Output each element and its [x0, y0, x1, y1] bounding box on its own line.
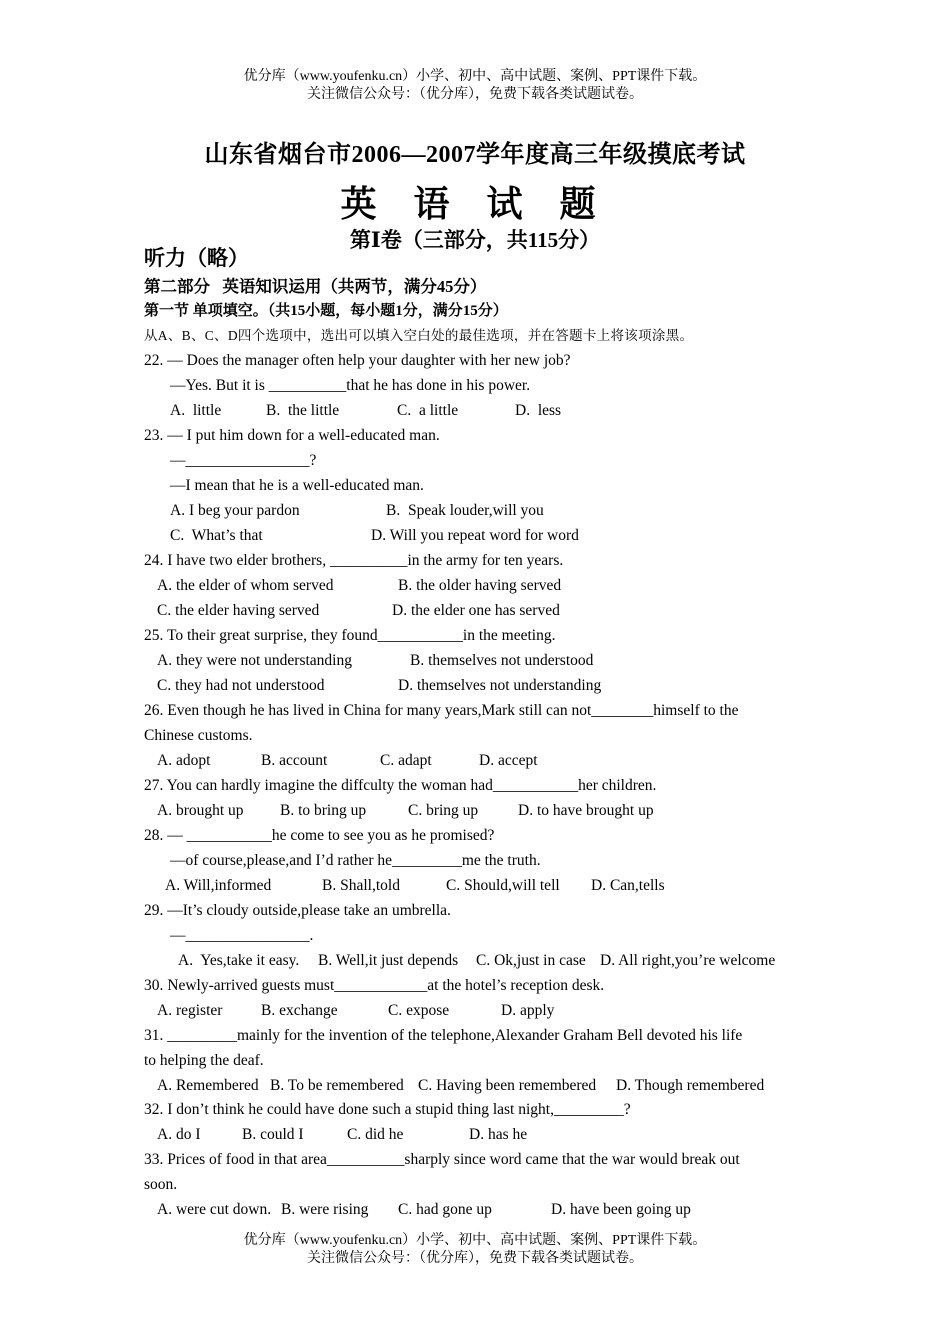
q33-option-d: D. have been going up	[551, 1201, 691, 1218]
q28-option-d: D. Can,tells	[591, 877, 665, 894]
listening-heading: 听力（略）	[144, 246, 249, 270]
q24-option-b: B. the older having served	[398, 577, 562, 594]
site-header-line1: 优分库（www.youfenku.cn）小学、初中、高中试题、案例、PPT课件下载。	[243, 69, 707, 84]
q31-option-a: A. Remembered	[157, 1077, 259, 1094]
q23-stem: 23. — I put him down for a well-educated man.	[144, 427, 440, 444]
q33-stem: 33. Prices of food in that area__________sharply since word came that the war would break out	[144, 1151, 740, 1168]
q22-option-a: A. little	[170, 402, 222, 419]
q23-option-d: D. Will you repeat word for word	[371, 527, 579, 544]
q27-stem: 27. You can hardly imagine the diffculty the woman had___________her children.	[144, 777, 657, 794]
q31-line2: to helping the deaf.	[144, 1052, 264, 1069]
instruction-text: 从A、B、C、D四个选项中，选出可以填入空白处的最佳选项，并在答题卡上将该项涂黑。	[144, 328, 694, 343]
q31-option-c: C. Having been remembered	[418, 1077, 597, 1094]
q31-option-b: B. To be remembered	[270, 1077, 404, 1094]
q30-option-c: C. expose	[388, 1002, 450, 1019]
q30-option-b: B. exchange	[261, 1002, 338, 1019]
q24-option-c: C. the elder having served	[157, 602, 320, 619]
q30-stem: 30. Newly-arrived guests must____________at the hotel’s reception desk.	[144, 977, 605, 994]
q32-option-b: B. could I	[242, 1126, 304, 1143]
section1-heading: 第一节 单项填空。（共15小题，每小题1分，满分15分）	[144, 303, 508, 319]
q32-option-d: D. has he	[469, 1126, 528, 1143]
q26-line2: Chinese customs.	[144, 727, 253, 744]
q25-option-a: A. they were not understanding	[157, 652, 352, 669]
q22-option-b: B. the little	[266, 402, 340, 419]
q28-option-c: C. Should,will tell	[446, 877, 560, 894]
q25-stem: 25. To their great surprise, they found___________in the meeting.	[144, 627, 556, 644]
q29-option-c: C. Ok,just in case	[476, 952, 586, 969]
q24-option-d: D. the elder one has served	[392, 602, 560, 619]
volume-title: 第Ⅰ卷（三部分，共115分）	[349, 228, 601, 252]
q29-option-a: A. Yes,take it easy.	[178, 952, 300, 969]
q26-stem: 26. Even though he has lived in China for many years,Mark still can not________himself to the	[144, 702, 739, 719]
q33-option-a: A. were cut down.	[157, 1201, 272, 1218]
q29-option-b: B. Well,it just depends	[318, 952, 459, 969]
exam-title: 山东省烟台市2006—2007学年度高三年级摸底考试	[204, 142, 746, 168]
site-header-line2: 关注微信公众号：（优分库），免费下载各类试题试卷。	[307, 87, 643, 102]
part2-heading: 第二部分 英语知识运用（共两节，满分45分）	[144, 277, 487, 296]
q29-stem: 29. —It’s cloudy outside,please take an umbrella.	[144, 902, 451, 919]
q24-option-a: A. the elder of whom served	[157, 577, 334, 594]
q28-stem: 28. — ___________he come to see you as he promised?	[144, 827, 495, 844]
q26-option-b: B. account	[261, 752, 328, 769]
q31-stem: 31. _________mainly for the invention of the telephone,Alexander Graham Bell devoted his life	[144, 1027, 743, 1044]
subject-title: 英 语 试 题	[340, 184, 610, 224]
q28-option-b: B. Shall,told	[322, 877, 400, 894]
q28-line2: —of course,please,and I’d rather he_________me the truth.	[170, 852, 541, 869]
q22-line2: —Yes. But it is __________that he has done in his power.	[170, 377, 531, 394]
q27-option-b: B. to bring up	[280, 802, 367, 819]
site-footer-line2: 关注微信公众号：（优分库），免费下载各类试题试卷。	[307, 1251, 643, 1266]
q25-option-b: B. themselves not understood	[410, 652, 594, 669]
q22-option-d: D. less	[515, 402, 562, 419]
site-footer-line1: 优分库（www.youfenku.cn）小学、初中、高中试题、案例、PPT课件下载。	[243, 1233, 707, 1248]
q32-option-a: A. do I	[157, 1126, 201, 1143]
q30-option-d: D. apply	[501, 1002, 555, 1019]
q23-line2: —________________?	[170, 452, 317, 469]
q26-option-c: C. adapt	[380, 752, 432, 769]
q29-line2: —________________.	[170, 927, 314, 944]
q25-option-d: D. themselves not understanding	[398, 677, 602, 694]
q30-option-a: A. register	[157, 1002, 223, 1019]
q33-line2: soon.	[144, 1176, 178, 1193]
q32-stem: 32. I don’t think he could have done such a stupid thing last night,_________?	[144, 1101, 631, 1118]
q23-option-a: A. I beg your pardon	[170, 502, 300, 519]
q26-option-d: D. accept	[479, 752, 538, 769]
q23-option-b: B. Speak louder,will you	[386, 502, 544, 519]
q28-option-a: A. Will,informed	[165, 877, 272, 894]
q26-option-a: A. adopt	[157, 752, 211, 769]
q24-stem: 24. I have two elder brothers, __________in the army for ten years.	[144, 552, 564, 569]
q33-option-b: B. were rising	[281, 1201, 369, 1218]
q31-option-d: D. Though remembered	[616, 1077, 765, 1094]
q23-option-c: C. What’s that	[170, 527, 263, 544]
q23-line3: —I mean that he is a well-educated man.	[170, 477, 424, 494]
q27-option-a: A. brought up	[157, 802, 244, 819]
q33-option-c: C. had gone up	[398, 1201, 492, 1218]
q27-option-d: D. to have brought up	[518, 802, 654, 819]
q25-option-c: C. they had not understood	[157, 677, 325, 694]
q22-option-c: C. a little	[397, 402, 459, 419]
q29-option-d: D. All right,you’re welcome	[600, 952, 776, 969]
q32-option-c: C. did he	[347, 1126, 404, 1143]
q22-stem: 22. — Does the manager often help your daughter with her new job?	[144, 352, 571, 369]
q27-option-c: C. bring up	[408, 802, 479, 819]
